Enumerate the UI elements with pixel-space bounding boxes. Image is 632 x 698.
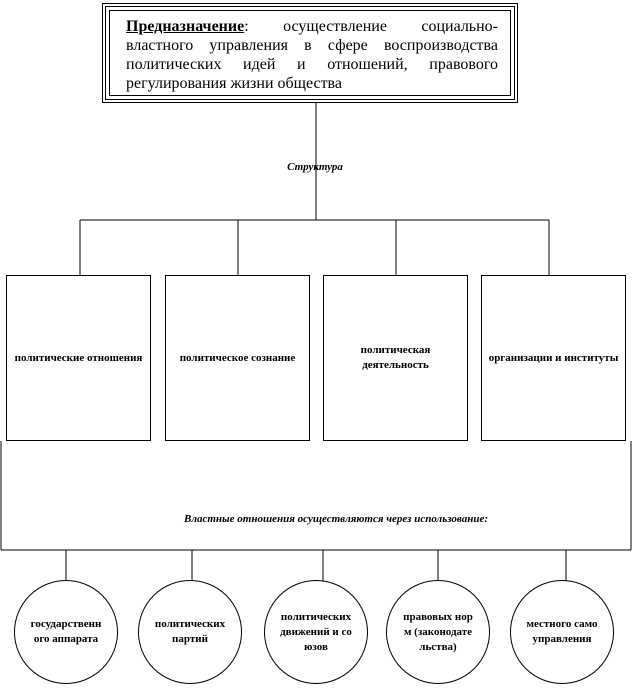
component-label: организации и институты bbox=[488, 351, 619, 364]
component-box-organizations-institutions bbox=[481, 275, 626, 441]
instrument-circle-local-government bbox=[510, 580, 614, 684]
instrument-label: правовых норм (законодательства) bbox=[403, 610, 473, 653]
component-label: политическая деятельность bbox=[360, 344, 431, 371]
instrument-label: местного самоуправления bbox=[526, 618, 598, 645]
component-box-political-relations bbox=[6, 275, 151, 441]
structure-label: Структура bbox=[287, 161, 343, 173]
purpose-description: : осуществление социально-властного управления в сфере воспроизводства политических идей и отношений, правового регулирования жизни общества bbox=[126, 18, 498, 92]
instrument-label: политических движений и союзов bbox=[280, 610, 352, 653]
instrument-circle-movements bbox=[264, 580, 368, 684]
instrument-circle-state-apparatus bbox=[14, 580, 118, 684]
instrument-label: политических партий bbox=[154, 618, 226, 645]
component-label: политическое сознание bbox=[179, 351, 296, 364]
component-box-political-consciousness bbox=[165, 275, 310, 441]
instrument-label: государственного аппарата bbox=[30, 618, 102, 645]
instrument-circle-parties bbox=[138, 580, 242, 684]
purpose-box bbox=[102, 3, 518, 103]
instrument-circle-legal-norms bbox=[386, 580, 490, 684]
through-label: Властные отношения осуществляются через использование: bbox=[184, 513, 488, 525]
component-label: политические отношения bbox=[14, 351, 143, 364]
purpose-label: Предназначение bbox=[126, 18, 245, 35]
purpose-text bbox=[109, 10, 511, 96]
component-box-political-activity bbox=[323, 275, 468, 441]
